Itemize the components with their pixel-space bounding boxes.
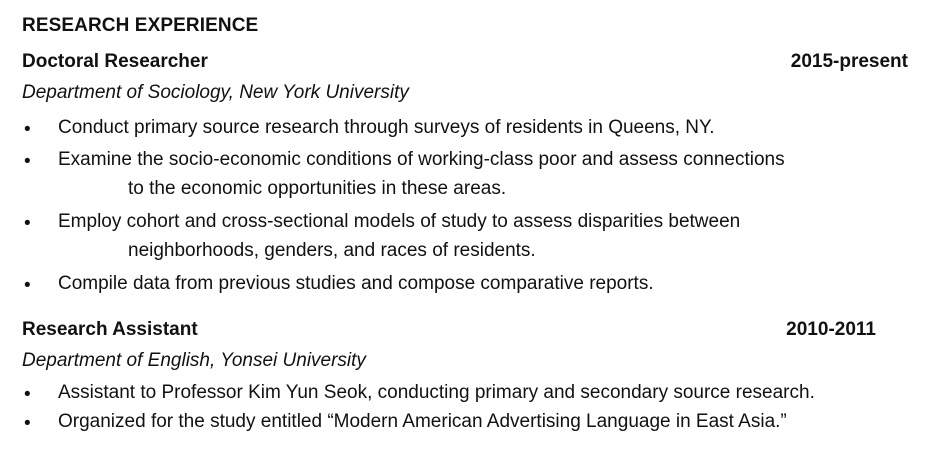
bullet-item-text: Compile data from previous studies and compose comparative reports.	[58, 273, 654, 294]
bullet-marker: •	[24, 275, 31, 296]
bullet-item-text: Assistant to Professor Kim Yun Seok, conducting primary and secondary source research.	[58, 382, 815, 403]
bullet-item-text: Examine the socio-economic conditions of working-class poor and assess connections	[58, 149, 785, 170]
bullet-item-continuation: to the economic opportunities in these areas.	[128, 178, 507, 199]
bullet-item-text: Employ cohort and cross-sectional models of study to assess disparities between	[58, 211, 741, 232]
entry-department-english: Department of English, Yonsei University	[22, 350, 366, 371]
bullet-marker: •	[24, 151, 31, 172]
bullet-item-continuation: neighborhoods, genders, and races of residents.	[128, 240, 536, 261]
entry-dates-research-assistant: 2010-2011	[786, 319, 876, 340]
bullet-marker: •	[24, 384, 31, 405]
entry-dates-doctoral-researcher: 2015-present	[790, 51, 908, 72]
bullet-marker: •	[24, 213, 31, 234]
entry-department-sociology: Department of Sociology, New York University	[22, 82, 409, 103]
bullet-marker: •	[24, 413, 31, 434]
bullet-marker: •	[24, 119, 31, 140]
entry-title-doctoral-researcher: Doctoral Researcher	[22, 51, 208, 72]
entry-title-research-assistant: Research Assistant	[22, 319, 198, 340]
bullet-item-text: Conduct primary source research through surveys of residents in Queens, NY.	[58, 117, 715, 138]
bullet-item-text: Organized for the study entitled “Modern American Advertising Language in East Asia.”	[58, 411, 787, 432]
section-heading: RESEARCH EXPERIENCE	[22, 15, 259, 36]
